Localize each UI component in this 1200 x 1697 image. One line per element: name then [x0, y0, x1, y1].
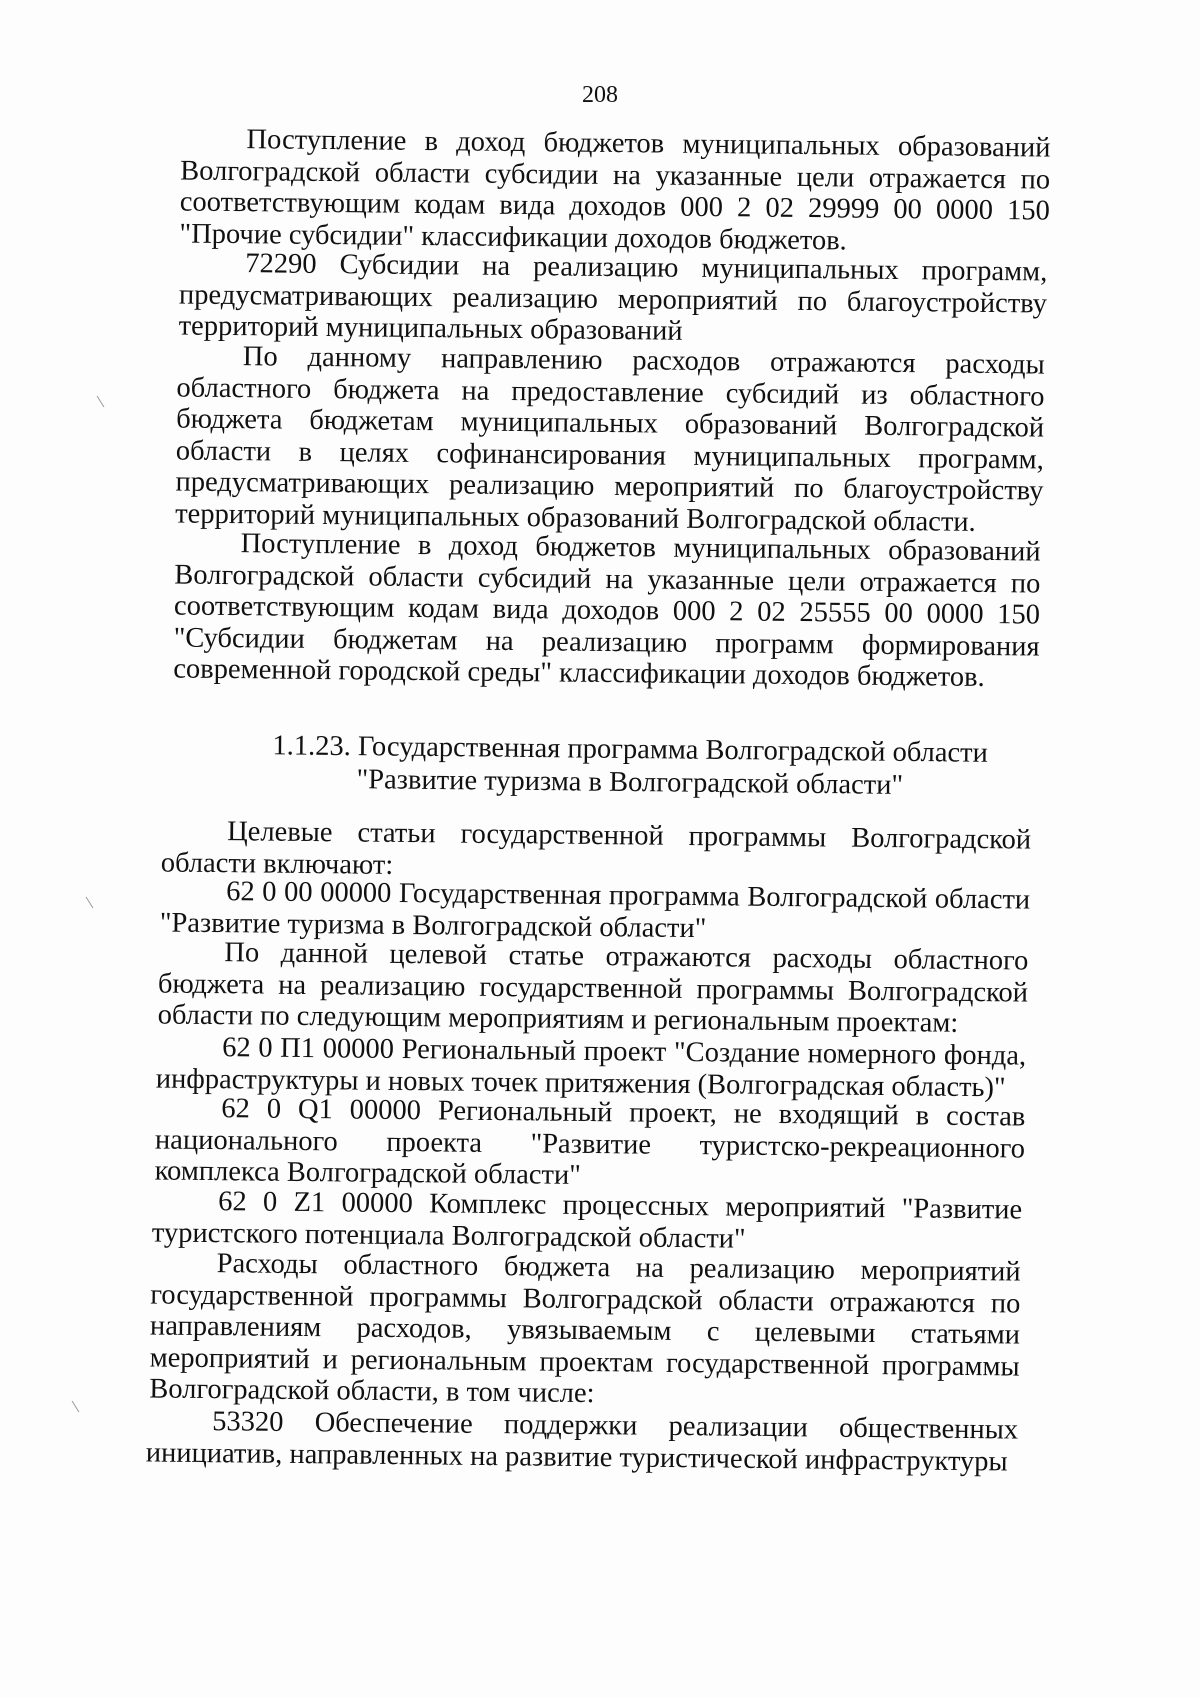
- paragraph-income-urban-environment: Поступление в доход бюджетов муниципальных образований Волгоградской области субсидий на указанные цели отражается по соответствующим кодам вида доходов 000 2 02 25555 00 0000 150 "Субсидии бюджетам на реализацию программ формирования современной городской среды" классификации доходов бюджетов.: [173, 528, 1041, 693]
- paragraph-62-0-p1-00000: 62 0 П1 00000 Региональный проект "Создание номерного фонда, инфраструктуры и новых точек притяжения (Волгоградская область)": [155, 1032, 1027, 1103]
- paragraph-program-expenses: Расходы областного бюджета на реализацию мероприятий государственной программы Волгоградской области отражаются по направлениям расходов, увязываемым с целевыми статьями мероприятий и региональным проектам государственной программы Волгоградской области, в том числе:: [149, 1248, 1021, 1410]
- paragraph-72290-title: 72290 Субсидии на реализацию муниципальных программ, предусматривающих реализацию мероприятий по благоустройству территорий муниципальных образований: [178, 248, 1048, 347]
- scan-mark: [72, 1401, 80, 1413]
- paragraph-62-0-z1-00000: 62 0 Z1 00000 Комплекс процессных мероприятий "Развитие туристского потенциала Волгоградской области": [151, 1186, 1023, 1255]
- paragraph-72290-description: По данному направлению расходов отражаются расходы областного бюджета на предоставление субсидий из областного бюджета бюджетам муниципальных образований Волгоградской области в целях софинансирования муниципальных программ, предусматривающих реализацию мероприятий по благоустройству территорий муниципальных образований Волгоградской области.: [175, 341, 1045, 538]
- paragraph-target-article-expenses: По данной целевой статье отражаются расходы областного бюджета на реализацию государственной программы Волгоградской области по следующим мероприятиям и региональным проектам:: [157, 937, 1029, 1039]
- scan-mark: [97, 396, 105, 408]
- paragraph-income-other-subsidies: Поступление в доход бюджетов муниципальных образований Волгоградской области субсидии на указанные цели отражается по соответствующим кодам вида доходов 000 2 02 29999 00 0000 150 "Прочие субсидии" классификации доходов бюджетов.: [179, 124, 1051, 256]
- section-heading-line2: "Развитие туризма в Волгоградской области": [356, 764, 904, 801]
- paragraph-62-0-q1-00000: 62 0 Q1 00000 Региональный проект, не входящий в состав национального проекта "Развитие туристско-рекреационного комплекса Волгоградской области": [154, 1093, 1026, 1191]
- scan-mark: [86, 897, 94, 909]
- section-heading: [230, 729, 1031, 803]
- section-heading-line1: 1.1.23. Государственная программа Волгоградской области: [272, 730, 988, 769]
- paragraph-62-0-00-00000: 62 0 00 00000 Государственная программа Волгоградской области "Развитие туризма в Волгоградской области": [159, 876, 1031, 944]
- page-number: 208: [582, 82, 618, 108]
- paragraph-target-articles-intro: Целевые статьи государственной программы Волгоградской области включают:: [160, 816, 1032, 881]
- paragraph-53320: 53320 Обеспечение поддержки реализации общественных инициатив, направленных на развитие туристической инфраструктуры: [145, 1406, 1019, 1477]
